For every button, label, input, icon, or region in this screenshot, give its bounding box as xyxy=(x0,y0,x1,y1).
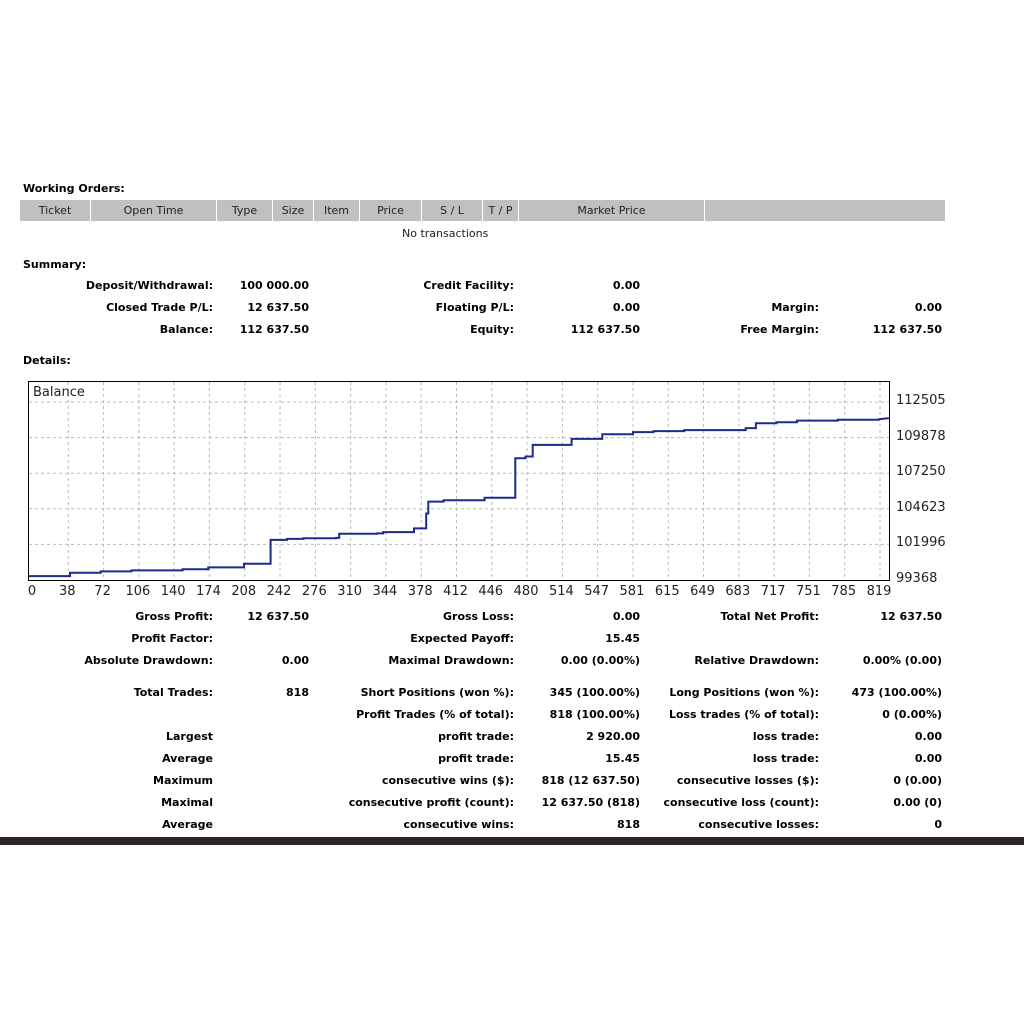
stats-value-2-2: 0.00% (0.00) xyxy=(862,654,942,667)
stats-trades-label-4-0: Maximum xyxy=(153,774,213,787)
stats-trades-value-0-2: 473 (100.00%) xyxy=(851,686,942,699)
summary-label-1-0: Closed Trade P/L: xyxy=(106,301,213,314)
stats-trades-value-3-2: 0.00 xyxy=(914,752,942,765)
y-tick-label: 107250 xyxy=(896,464,946,480)
column-header-price[interactable]: Price xyxy=(360,200,422,221)
stats-value-0-0: 12 637.50 xyxy=(247,610,309,623)
y-tick-label: 109878 xyxy=(896,428,946,444)
stats-trades-value-3-1: 15.45 xyxy=(605,752,640,765)
x-tick-label: 310 xyxy=(337,584,363,599)
stats-trades-value-0-0: 818 xyxy=(286,686,309,699)
stats-value-0-1: 0.00 xyxy=(612,610,640,623)
x-tick-label: 480 xyxy=(513,584,539,599)
stats-trades-value-5-1: 12 637.50 (818) xyxy=(541,796,640,809)
stats-label-0-1: Gross Loss: xyxy=(443,610,514,623)
x-tick-label: 0 xyxy=(27,584,37,599)
x-tick-label: 615 xyxy=(654,584,680,599)
column-header-stop-loss[interactable]: S / L xyxy=(422,200,483,221)
x-tick-label: 276 xyxy=(301,584,327,599)
stats-trades-label-6-1: consecutive wins: xyxy=(403,818,514,831)
bottom-bar xyxy=(0,837,1024,845)
x-tick-label: 208 xyxy=(231,584,257,599)
balance-line xyxy=(29,418,889,576)
summary-value-2-0: 112 637.50 xyxy=(239,323,309,336)
stats-value-2-1: 0.00 (0.00%) xyxy=(560,654,640,667)
stats-trades-label-3-0: Average xyxy=(162,752,213,765)
stats-label-0-0: Gross Profit: xyxy=(135,610,213,623)
x-tick-label: 446 xyxy=(478,584,504,599)
working-orders-header xyxy=(20,200,945,221)
stats-trades-label-5-2: consecutive loss (count): xyxy=(663,796,819,809)
x-tick-label: 174 xyxy=(196,584,221,599)
column-header-market-price[interactable]: Market Price xyxy=(519,200,705,221)
x-tick-label: 547 xyxy=(584,584,610,599)
y-tick-label: 101996 xyxy=(896,535,946,551)
stats-trades-label-2-1: profit trade: xyxy=(438,730,514,743)
stats-label-1-1: Expected Payoff: xyxy=(410,632,514,645)
stats-trades-label-4-2: consecutive losses ($): xyxy=(676,774,819,787)
column-header-ticket[interactable]: Ticket xyxy=(20,200,91,221)
summary-label-2-1: Equity: xyxy=(470,323,514,336)
summary-value-1-2: 0.00 xyxy=(914,301,942,314)
x-tick-label: 581 xyxy=(619,584,645,599)
stats-trades-label-4-1: consecutive wins ($): xyxy=(381,774,514,787)
stats-trades-value-6-1: 818 xyxy=(617,818,640,831)
balance-chart-plot xyxy=(29,382,889,580)
stats-trades-label-1-2: Loss trades (% of total): xyxy=(668,708,819,721)
x-tick-label: 717 xyxy=(760,584,786,599)
summary-label-0-0: Deposit/Withdrawal: xyxy=(85,279,213,292)
stats-label-2-2: Relative Drawdown: xyxy=(694,654,819,667)
x-tick-label: 785 xyxy=(831,584,857,599)
column-header-size[interactable]: Size xyxy=(273,200,314,221)
summary-label-1-2: Margin: xyxy=(771,301,819,314)
column-header-item[interactable]: Item xyxy=(314,200,360,221)
stats-trades-label-5-1: consecutive profit (count): xyxy=(348,796,514,809)
details-title: Details: xyxy=(23,354,71,367)
summary-label-1-1: Floating P/L: xyxy=(435,301,514,314)
y-tick-label: 104623 xyxy=(896,499,946,515)
x-tick-label: 378 xyxy=(407,584,433,599)
x-tick-label: 751 xyxy=(795,584,821,599)
x-tick-label: 514 xyxy=(548,584,574,599)
column-header-blank xyxy=(705,200,945,221)
summary-value-1-0: 12 637.50 xyxy=(247,301,309,314)
x-tick-label: 242 xyxy=(266,584,292,599)
stats-trades-label-0-2: Long Positions (won %): xyxy=(669,686,819,699)
stats-trades-value-5-2: 0.00 (0) xyxy=(893,796,942,809)
stats-label-1-0: Profit Factor: xyxy=(131,632,213,645)
y-tick-label: 99368 xyxy=(896,571,938,586)
working-orders-title: Working Orders: xyxy=(23,182,125,195)
stats-trades-value-4-2: 0 (0.00) xyxy=(893,774,942,787)
x-tick-label: 819 xyxy=(866,584,892,599)
column-header-open-time[interactable]: Open Time xyxy=(91,200,217,221)
stats-trades-value-2-1: 2 920.00 xyxy=(586,730,640,743)
stats-trades-label-6-0: Average xyxy=(162,818,213,831)
x-tick-label: 412 xyxy=(443,584,468,599)
stats-trades-value-1-2: 0 (0.00%) xyxy=(882,708,942,721)
stats-label-2-1: Maximal Drawdown: xyxy=(388,654,514,667)
stats-value-2-0: 0.00 xyxy=(281,654,309,667)
stats-trades-value-0-1: 345 (100.00%) xyxy=(549,686,640,699)
x-tick-label: 649 xyxy=(690,584,715,599)
summary-value-0-0: 100 000.00 xyxy=(239,279,309,292)
x-tick-label: 140 xyxy=(160,584,186,599)
summary-value-1-1: 0.00 xyxy=(612,301,640,314)
stats-trades-value-1-1: 818 (100.00%) xyxy=(549,708,640,721)
stats-trades-label-3-1: profit trade: xyxy=(438,752,514,765)
column-header-take-profit[interactable]: T / P xyxy=(483,200,519,221)
x-tick-label: 38 xyxy=(59,584,76,599)
x-tick-label: 683 xyxy=(725,584,751,599)
stats-trades-label-5-0: Maximal xyxy=(161,796,213,809)
summary-label-2-2: Free Margin: xyxy=(740,323,819,336)
summary-label-2-0: Balance: xyxy=(159,323,213,336)
x-tick-label: 106 xyxy=(125,584,151,599)
summary-label-0-1: Credit Facility: xyxy=(423,279,514,292)
stats-label-0-2: Total Net Profit: xyxy=(720,610,819,623)
summary-value-2-2: 112 637.50 xyxy=(872,323,942,336)
y-tick-label: 112505 xyxy=(896,393,946,408)
balance-chart xyxy=(28,381,890,581)
stats-trades-label-1-1: Profit Trades (% of total): xyxy=(356,708,514,721)
stats-trades-label-0-0: Total Trades: xyxy=(133,686,213,699)
summary-title: Summary: xyxy=(23,258,87,271)
stats-value-1-1: 15.45 xyxy=(605,632,640,645)
no-transactions-text: No transactions xyxy=(402,227,489,240)
column-header-type[interactable]: Type xyxy=(217,200,273,221)
stats-value-0-2: 12 637.50 xyxy=(880,610,942,623)
stats-trades-label-6-2: consecutive losses: xyxy=(698,818,819,831)
x-tick-label: 72 xyxy=(94,584,111,599)
chart-title: Balance xyxy=(33,385,85,400)
stats-trades-label-3-2: loss trade: xyxy=(752,752,819,765)
stats-label-2-0: Absolute Drawdown: xyxy=(84,654,213,667)
stats-trades-label-2-2: loss trade: xyxy=(752,730,819,743)
stats-trades-value-4-1: 818 (12 637.50) xyxy=(541,774,640,787)
x-tick-label: 344 xyxy=(372,584,398,599)
stats-trades-label-2-0: Largest xyxy=(166,730,213,743)
stats-trades-value-6-2: 0 xyxy=(934,818,942,831)
stats-trades-label-0-1: Short Positions (won %): xyxy=(360,686,514,699)
summary-value-0-1: 0.00 xyxy=(612,279,640,292)
stats-trades-value-2-2: 0.00 xyxy=(914,730,942,743)
summary-value-2-1: 112 637.50 xyxy=(570,323,640,336)
